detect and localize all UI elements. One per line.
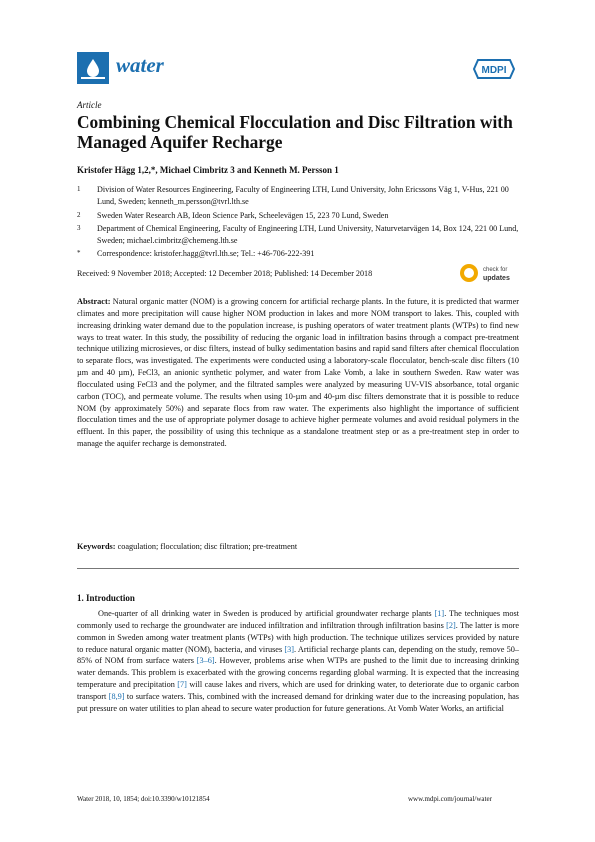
abstract [77,296,519,450]
section-heading: 1. Introduction [77,593,135,603]
keywords-label: Keywords: [77,542,116,551]
publisher-name: MDPI [481,65,507,76]
journal-name: water [116,53,164,77]
keywords-text: coagulation; flocculation; disc filtration; pre-treatment [117,542,298,551]
updates-label: updates [483,275,510,282]
journal-logo [77,52,109,84]
citation-link[interactable]: [1] [434,609,445,618]
section-divider [77,568,519,569]
author-list: Kristofer Hägg 1,2,*, Michael Cimbritz 3 and Kenneth M. Persson 1 [77,165,339,175]
keywords [77,542,519,551]
citation-link[interactable]: [8,9] [108,691,125,701]
water-drop-icon [77,52,109,84]
footer-citation: Water 2018, 10, 1854; doi:10.3390/w10121854 [77,795,210,803]
article-type: Article [77,100,102,110]
citation-link[interactable]: [2] [446,620,456,630]
abstract-label: Abstract: [77,297,111,306]
footer-url[interactable]: www.mdpi.com/journal/water [408,795,492,803]
intro-paragraph: One-quarter of all drinking water in Sweden is produced by artificial groundwater recharge plants [1]. The techniques most commonly used to recharge the groundwater are induced infiltration and infiltration through infiltration basins [2]. The latter is more common in Sweden among water treatment plants (WTPs) with high production. The technique utilizes services provided by nature to reduce natural organic matter (NOM), bacteria, and viruses [3]. Artificial recharge plants can, depending on the study, remove 50–85% of NOM from surface waters [3–6]. However, problems arise when WTPs are pushed to the limit due to increasing drinking water demands. This problem is exacerbated with the growing concerns regarding global warming. It is expected that the increasing temperature and precipitation [7] will cause lakes and rivers, which are used for drinking water, to deteriorate due to organic carbon transport [8,9] to surface waters. This, combined with the increased demand for drinking water due to the increasing population, has put pressure on water utilities to plan ahead to secure water production for future generations. At Vomb Water Works, an artificial [77,609,520,713]
publication-dates: Received: 9 November 2018; Accepted: 12 December 2018; Published: 14 December 2018 [77,269,373,278]
publisher-logo [472,58,516,80]
check-for-updates-badge[interactable] [459,262,519,284]
citation-link[interactable]: [3–6] [196,656,215,666]
citation-link[interactable]: [7] [177,680,187,690]
check-for-label: check for [483,267,508,273]
article-title: Combining Chemical Flocculation and Disc Filtration with Managed Aquifer Recharge [77,112,513,152]
abstract-text: Natural organic matter (NOM) is a growing concern for artificial recharge plants. In the future, it is predicted that warmer climates and more precipitation will cause higher NOM production in lakes and more NOM transport to lakes. This, coupled with increasing drinking water demand due to the population increase, is pushing operators of water treatment plants (WTPs) to find new ways to treat water. In this study, the possibility of reducing the organic load in infiltration basins through a compact pre-treatment technique utilizing microsieves, or disc filters, instead of bulky sedimentation basins and rapid sand filters after chemical flocculation to separate flocs, was investigated. The experiments were conducted using a laboratory-scale flocculator, bench-scale disc filters (10 µm and 40 µm), FeCl3, an anionic synthetic polymer, and water from Lake Vomb, a lake in southern Sweden. Raw water was flocculated using FeCl3 and the polymer, and the filtrated samples were analyzed by measuring UV-VIS absorbance, total organic carbon (TOC), and permeate volume. The results when using 10-µm and 40-µm disc filters demonstrate that it is possible to reduce NOM (by approximately 50%) and separate flocs from raw water. The experiments also highlight the importance of sufficient flocculation times and the use of appropriate polymer dosage to achieve higher permeate volumes and avoid residual polymers in the effluent. In this paper, the possibility of using this technique as a standalone treatment step or as a pre-treatment step in order to manage the aquifer recharge is demonstrated. [77,297,520,449]
citation-link[interactable]: [3] [284,644,295,654]
